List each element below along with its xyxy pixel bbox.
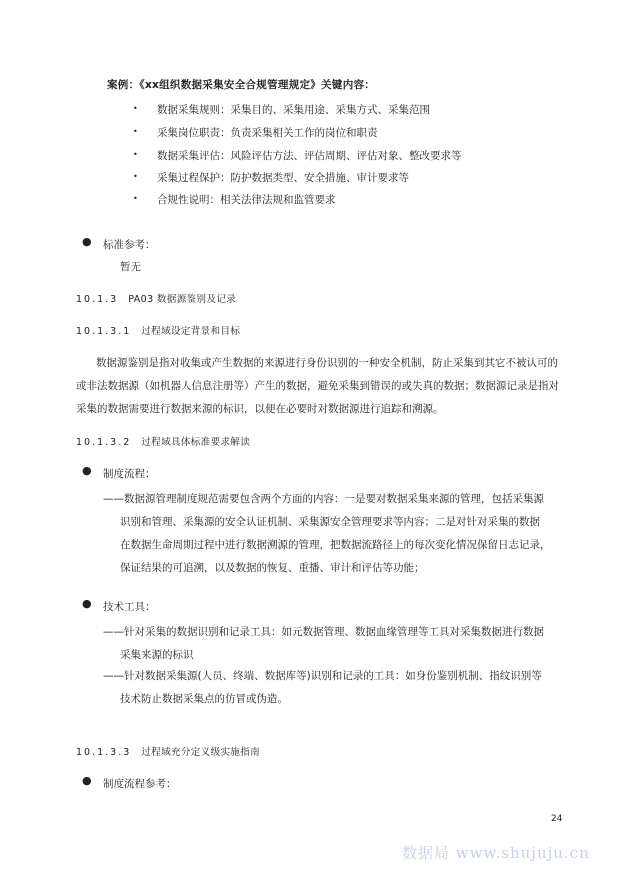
paragraph-line: ——数据源管理制度规范需要包含两个方面的内容：一是要对数据采集来源的管理，包括采集源	[103, 493, 544, 505]
paragraph-line: 采集的数据需要进行数据来源的标识，以便在必要时对数据源进行追踪和溯源。	[76, 403, 444, 415]
bullet-icon: •	[133, 194, 138, 203]
section-number: 10.1.3.2	[76, 437, 132, 448]
paragraph-line: 技术防止数据采集点的仿冒或伪造。	[120, 693, 288, 705]
bullet-icon: •	[133, 127, 138, 136]
standard-ref-label: 标准参考：	[103, 239, 156, 251]
bullet-icon: ●	[82, 774, 92, 787]
section-title: 过程域设定背景和目标	[141, 326, 241, 337]
bullet-icon: ●	[82, 235, 92, 248]
section-heading-10-1-3-1	[76, 323, 240, 337]
list-item: 采集过程保护：防护数据类型、安全措施、审计要求等	[157, 172, 409, 184]
case-title: 案例：《xx组织数据采集安全合规管理规定》关键内容：	[107, 79, 376, 91]
paragraph-line: 保证结果的可追溯，以及数据的恢复、重播、审计和评估等功能；	[120, 562, 425, 574]
bullet-icon: •	[133, 104, 138, 113]
section-title: PA03 数据源鉴别及记录	[128, 294, 237, 305]
bullet-icon: •	[133, 172, 138, 181]
list-item: 合规性说明：相关法律法规和监管要求	[157, 194, 336, 206]
list-item: 数据采集评估：风险评估方法、评估周期、评估对象、整改要求等	[157, 150, 462, 162]
list-item: 采集岗位职责：负责采集相关工作的岗位和职责	[157, 127, 378, 139]
section-title: 过程域充分定义级实施指南	[141, 747, 261, 758]
section-number: 10.1.3.3	[76, 747, 132, 758]
paragraph-line: 采集来源的标识	[120, 649, 194, 661]
section-number: 10.1.3	[76, 294, 119, 305]
section-number: 10.1.3.1	[76, 326, 132, 337]
list-item: 数据采集规则：采集目的、采集用途、采集方式、采集范围	[157, 104, 430, 116]
section-heading-10-1-3-2	[76, 434, 250, 448]
bullet-icon: •	[133, 150, 138, 159]
paragraph-line: ——针对数据采集源(人员、终端、数据库等)识别和记录的工具：如身份鉴别机制、指纹识别等	[103, 670, 542, 682]
paragraph-line: ——针对采集的数据识别和记录工具：如元数据管理、数据血缘管理等工具对采集数据进行数据	[103, 626, 544, 638]
watermark: 数据局 www.shujuju.cn	[402, 844, 590, 862]
section-heading-10-1-3-3	[76, 744, 260, 758]
paragraph-line: 或非法数据源（如机器人信息注册等）产生的数据，避免采集到错误的或失真的数据；数据源记录是指对	[76, 380, 559, 392]
system-process-label: 制度流程：	[103, 468, 156, 480]
standard-ref-value: 暂无	[120, 261, 141, 273]
paragraph-line: 识别和管理、采集源的安全认证机制、采集源安全管理要求等内容；二是对针对采集的数据	[120, 516, 540, 528]
section-heading-10-1-3	[76, 291, 236, 305]
paragraph-line: 在数据生命周期过程中进行数据溯源的管理，把数据流路径上的每次变化情况保留日志记录，	[120, 539, 551, 551]
section-title: 过程域具体标准要求解读	[141, 437, 251, 448]
page-number: 24	[551, 814, 563, 824]
paragraph-line: 数据源鉴别是指对收集或产生数据的来源进行身份识别的一种安全机制，防止采集到其它不被认可的	[96, 357, 558, 369]
bullet-icon: ●	[82, 597, 92, 610]
bullet-icon: ●	[82, 464, 92, 477]
tech-tools-label: 技术工具：	[103, 601, 156, 613]
system-process-ref-label: 制度流程参考：	[103, 778, 177, 790]
